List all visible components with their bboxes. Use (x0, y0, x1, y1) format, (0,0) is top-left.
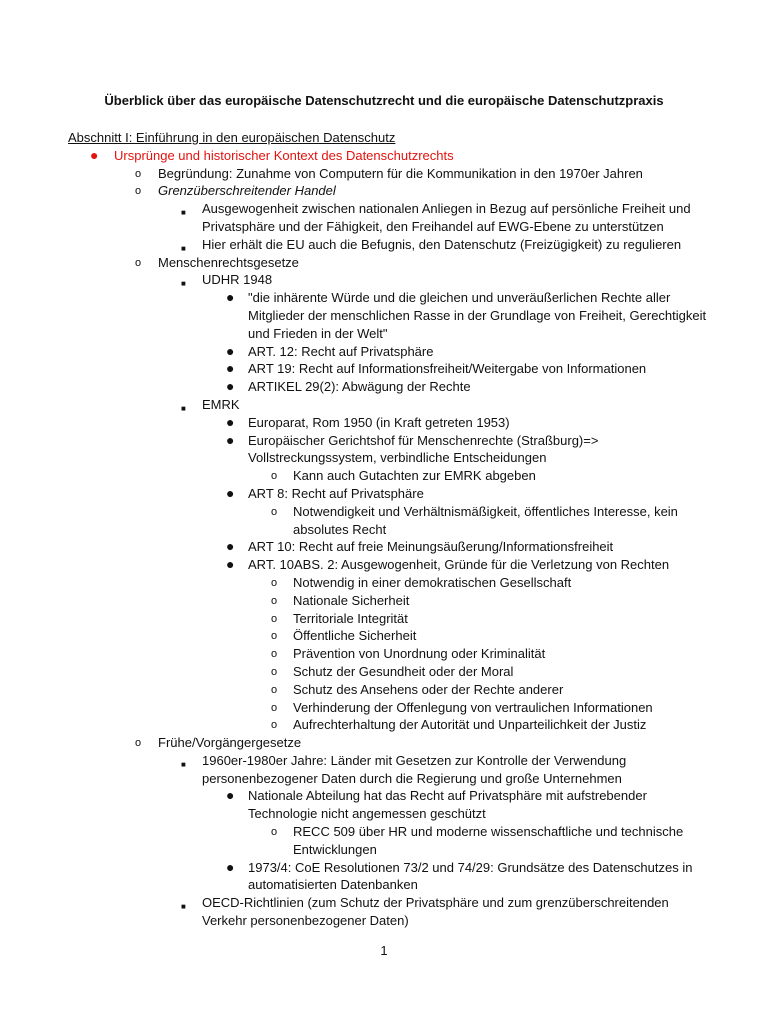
outline (68, 129, 708, 930)
circle-bullet-icon: o (271, 683, 278, 696)
outline-item: o Prävention von Unordnung oder Kriminalität (68, 645, 708, 663)
outline-item: o Grenzüberschreitender Handel (68, 182, 708, 200)
outline-item: ● "die inhärente Würde und die gleichen und unveräußerlichen Rechte aller Mitglieder der menschlichen Rasse in der Grundlage von Freiheit, Gerechtigkeit und Frieden in der Welt" (226, 289, 707, 341)
disc-bullet-icon: ● (226, 858, 235, 875)
circle-bullet-icon: o (271, 701, 278, 714)
outline-item: o Menschenrechtsgesetze (68, 254, 708, 272)
circle-bullet-icon: o (271, 594, 278, 607)
outline-item: o Notwendig in einer demokratischen Gesellschaft (68, 574, 708, 592)
circle-bullet-icon: o (135, 737, 142, 750)
disc-bullet-icon: ● (226, 484, 235, 501)
circle-bullet-icon: o (271, 505, 278, 518)
outline-item: o Schutz der Gesundheit oder der Moral (68, 663, 708, 681)
outline-item: ■ UDHR 1948 (68, 271, 708, 289)
outline-item: ● ARTIKEL 29(2): Abwägung der Rechte (226, 378, 471, 395)
outline-item: ● ART 19: Recht auf Informationsfreiheit/Weitergabe von Informationen (226, 360, 647, 377)
circle-bullet-icon: o (135, 185, 142, 198)
outline-item: ■ Hier erhält die EU auch die Befugnis, den Datenschutz (Freizügigkeit) zu regulieren (68, 236, 708, 254)
outline-item: ■ OECD-Richtlinien (zum Schutz der Privatsphäre und zum grenzüberschreitenden Verkehr personenbezogener Daten) (181, 895, 669, 929)
circle-bullet-icon: o (271, 612, 278, 625)
document-title: Überblick über das europäische Datenschutzrecht und die europäische Datenschutzpraxis (104, 93, 664, 108)
circle-bullet-icon: o (271, 665, 278, 678)
outline-item: ■ Ausgewogenheit zwischen nationalen Anliegen in Bezug auf persönliche Freiheit und Privatsphäre und der Fähigkeit, den Freihandel auf EWG-Ebene zu unterstützen (181, 201, 691, 234)
disc-bullet-icon: ● (226, 787, 235, 804)
square-bullet-icon: ■ (181, 279, 186, 289)
disc-bullet-icon: ● (226, 556, 235, 573)
outline-item: o Verhinderung der Offenlegung von vertraulichen Informationen (68, 699, 708, 717)
outline-item: ● 1973/4: CoE Resolutionen 73/2 und 74/29: Grundsätze des Datenschutzes in automatisierten Datenbanken (226, 858, 693, 893)
circle-bullet-icon: o (271, 648, 278, 661)
outline-item: ● ART. 10ABS. 2: Ausgewogenheit, Gründe für die Verletzung von Rechten (226, 556, 670, 573)
circle-bullet-icon: o (271, 630, 278, 643)
outline-item: o Öffentliche Sicherheit (68, 627, 708, 645)
outline-item: ● ART 8: Recht auf Privatsphäre (226, 484, 424, 501)
disc-bullet-icon: ● (90, 146, 99, 163)
circle-bullet-icon: o (271, 719, 278, 732)
outline-item: o Frühe/Vorgängergesetze (68, 734, 708, 752)
section-heading: Abschnitt I: Einführung in den europäischen Datenschutz (68, 130, 396, 145)
circle-bullet-icon: o (271, 826, 278, 839)
outline-item: ■ EMRK (68, 396, 708, 414)
circle-bullet-icon: o (135, 256, 142, 269)
disc-bullet-icon: ● (226, 360, 235, 377)
disc-bullet-icon: ● (226, 431, 235, 448)
circle-bullet-icon: o (271, 576, 278, 589)
outline-item: ● Nationale Abteilung hat das Recht auf Privatsphäre mit aufstrebender Technologie nicht angemessen geschützt (226, 787, 647, 822)
outline-item: ● ART 10: Recht auf freie Meinungsäußerung/Informationsfreiheit (226, 538, 614, 555)
outline-item: o RECC 509 über HR und moderne wissenschaftliche und technische Entwicklungen (271, 824, 684, 857)
square-bullet-icon: ■ (181, 243, 186, 253)
outline-item: o Schutz des Ansehens oder der Rechte anderer (68, 681, 708, 699)
outline-item: ● Europarat, Rom 1950 (in Kraft getreten 1953) (226, 413, 510, 430)
square-bullet-icon: ■ (181, 403, 186, 413)
outline-item: ● Europäischer Gerichtshof für Menschenrechte (Straßburg)=> Vollstreckungssystem, verbindliche Entscheidungen (226, 431, 599, 466)
outline-item: o Aufrechterhaltung der Autorität und Unparteilichkeit der Justiz (68, 716, 708, 734)
outline-item: o Nationale Sicherheit (68, 592, 708, 610)
outline-item: o Begründung: Zunahme von Computern für die Kommunikation in den 1970er Jahren (68, 165, 708, 183)
outline-item: o Notwendigkeit und Verhältnismäßigkeit, öffentliches Interesse, kein absolutes Recht (271, 503, 678, 537)
disc-bullet-icon: ● (226, 289, 235, 306)
outline-item: ■ 1960er-1980er Jahre: Länder mit Gesetzen zur Kontrolle der Verwendung personenbezogener Daten durch die Regierung und große Unternehmen (181, 752, 627, 786)
outline-item: o Kann auch Gutachten zur EMRK abgeben (68, 467, 708, 485)
disc-bullet-icon: ● (226, 413, 235, 430)
square-bullet-icon: ■ (181, 208, 186, 218)
outline-item: ● ART. 12: Recht auf Privatsphäre (226, 342, 434, 359)
disc-bullet-icon: ● (226, 378, 235, 395)
circle-bullet-icon: o (271, 470, 278, 483)
disc-bullet-icon: ● (226, 538, 235, 555)
disc-bullet-icon: ● (226, 342, 235, 359)
circle-bullet-icon: o (135, 167, 142, 180)
square-bullet-icon: ■ (181, 902, 186, 912)
outline-item: o Territoriale Integrität (68, 610, 708, 628)
page-number: 1 (380, 943, 388, 958)
square-bullet-icon: ■ (181, 759, 186, 769)
outline-item: ● Ursprünge und historischer Kontext des Datenschutzrechts (90, 146, 454, 163)
